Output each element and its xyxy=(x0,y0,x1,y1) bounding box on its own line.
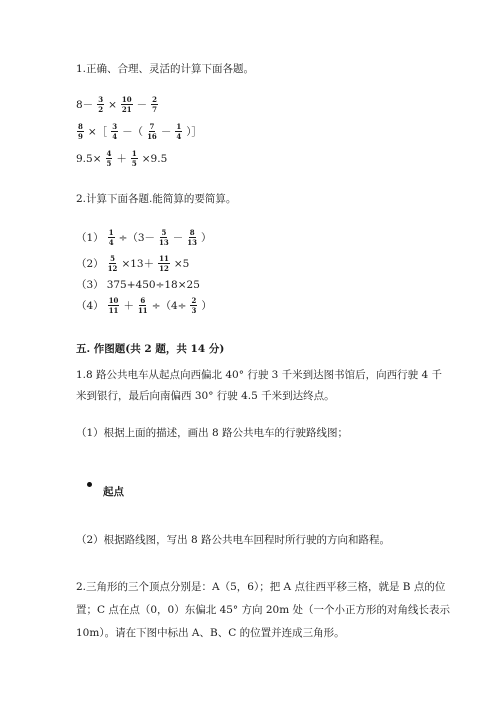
q1-expression-3 xyxy=(76,150,167,167)
q2-problem-3 xyxy=(76,278,200,292)
q1-expression-1 xyxy=(76,96,159,113)
problem-label: （4） xyxy=(76,299,104,312)
text: ）］ xyxy=(186,125,202,138)
operator: － xyxy=(136,98,148,111)
start-point-marker xyxy=(87,482,92,487)
text: ×［ xyxy=(87,125,108,138)
fraction: $\frac{10}{11}$ xyxy=(108,296,119,315)
fraction: $\frac{10}{21}$ xyxy=(121,95,132,114)
fraction: $\frac{5}{13}$ xyxy=(159,228,169,247)
fraction: $\frac{7}{16}$ xyxy=(147,122,157,141)
text: ） xyxy=(201,231,212,244)
text: ×5 xyxy=(173,257,190,270)
fraction: $\frac{2}{3}$ xyxy=(191,296,197,315)
fraction: $\frac{2}{7}$ xyxy=(152,95,157,114)
fraction: $\frac{4}{5}$ xyxy=(106,149,112,168)
fraction: $\frac{1}{4}$ xyxy=(176,122,182,141)
section-heading: 五. 作图题(共 2 题，共 14 分) xyxy=(76,343,225,355)
problem-text-line: 10m）。请在下图中标出 A、B、C 的位置并连成三角形。 xyxy=(76,627,345,639)
text: 8－ xyxy=(76,98,94,111)
q2-problem-2 xyxy=(76,255,189,272)
fraction: $\frac{3}{2}$ xyxy=(98,95,104,114)
operator: ＋ xyxy=(116,152,127,165)
problem-label: （2） xyxy=(76,257,104,270)
q2-title: 2.计算下面各题.能简算的要简算。 xyxy=(76,193,237,205)
q1-expression-2 xyxy=(76,123,202,140)
start-point-label: 起点 xyxy=(103,486,124,498)
text: ×9.5 xyxy=(141,152,168,165)
fraction: $\frac{8}{13}$ xyxy=(187,228,198,247)
fraction: $\frac{5}{12}$ xyxy=(107,254,118,273)
text: ×13＋ xyxy=(121,257,155,270)
operator: － xyxy=(160,125,172,138)
fraction: $\frac{1}{4}$ xyxy=(108,228,114,247)
q2-problem-4 xyxy=(76,297,212,314)
operator: － xyxy=(172,231,184,244)
text: 375+450÷18×25 xyxy=(106,279,200,291)
text: 9.5× xyxy=(76,152,102,165)
fraction: $\frac{8}{9}$ xyxy=(78,122,83,141)
fraction: $\frac{11}{12}$ xyxy=(159,254,169,273)
problem-label: （1） xyxy=(76,231,104,244)
fraction: $\frac{1}{5}$ xyxy=(131,149,137,168)
fraction: $\frac{3}{4}$ xyxy=(112,122,118,141)
problem-label: （3） xyxy=(76,279,104,291)
operator: ＋ xyxy=(123,299,134,312)
text: ÷（4÷ xyxy=(151,299,187,312)
problem-text-line: 1.8 路公共电车从起点向西偏北 40° 行驶 3 千米到达图书馆后，向西行驶 4 千 xyxy=(76,369,443,381)
problem-text-line: 2.三角形的三个顶点分别是：A（5，6）；把 A 点往西平移三格，就是 B 点的位 xyxy=(76,581,446,593)
operator: × xyxy=(108,98,117,111)
subquestion-1: （1）根据上面的描述，画出 8 路公共电车的行驶路线图； xyxy=(76,427,349,439)
subquestion-2: （2）根据路线图，写出 8 路公共电车回程时所行驶的方向和路程。 xyxy=(76,534,391,546)
q1-title: 1.正确、合理、灵活的计算下面各题。 xyxy=(76,63,255,75)
q2-problem-1 xyxy=(76,229,212,246)
problem-text-line: 置；C 点在点（0，0）东偏北 45° 方向 20m 处（一个小正方形的对角线长表示 xyxy=(76,604,451,616)
problem-text-line: 米到银行，最后向南偏西 30° 行驶 4.5 千米到达终点。 xyxy=(76,390,335,402)
text: －（ xyxy=(122,125,144,138)
fraction: $\frac{6}{11}$ xyxy=(137,296,148,315)
text: ÷（3－ xyxy=(118,231,156,244)
text: ） xyxy=(201,299,212,312)
